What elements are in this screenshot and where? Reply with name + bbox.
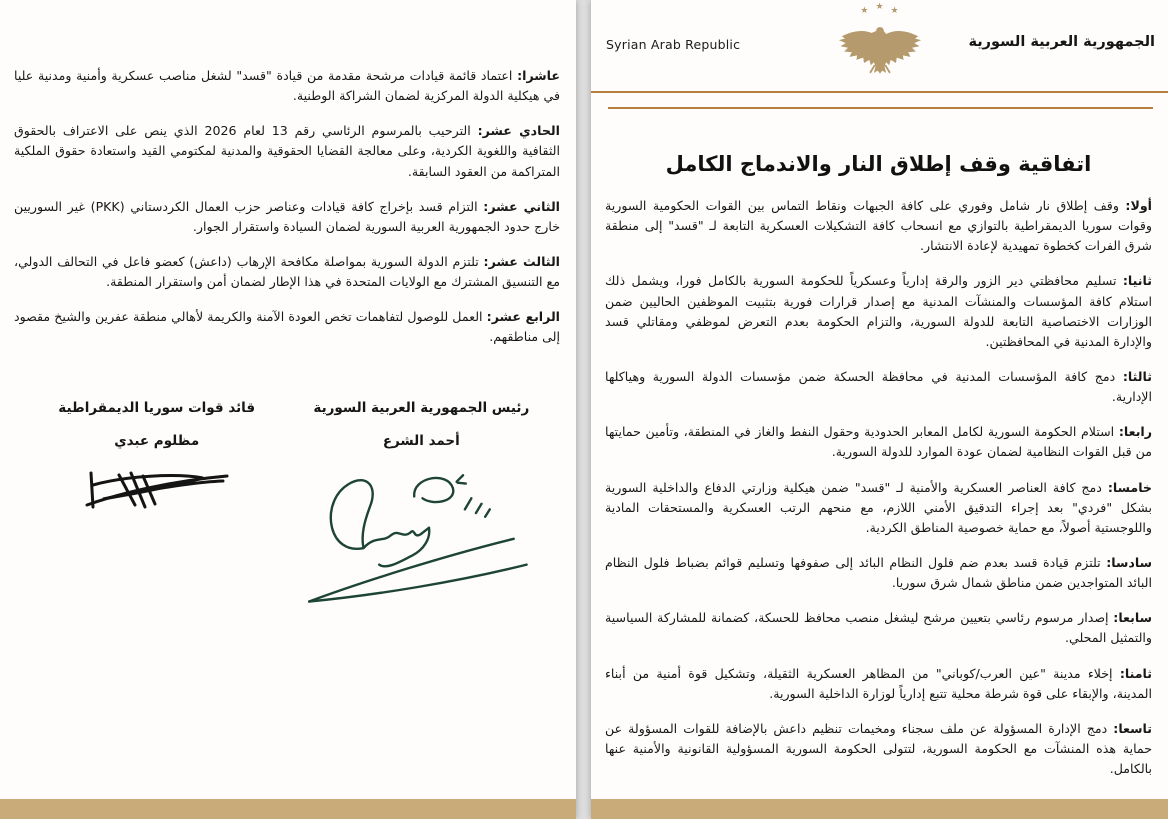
clause-3-text: دمج كافة المؤسسات المدنية في محافظة الحسكة ضمن مؤسسات الدولة السورية وهياكلها الإدارية.: [605, 368, 1152, 405]
golden-eagle-icon: [821, 18, 939, 82]
clause-7-number: سابعا:: [1113, 610, 1152, 626]
clause-9-number: تاسعا:: [1113, 720, 1152, 736]
clause-11: [14, 121, 560, 181]
clause-5-text: دمج كافة العناصر العسكرية والأمنية لـ "قسد" ضمن هيكلية وزارتي الدفاع والداخلية السورية بشكل "فردي" بعد إجراء التدقيق الأمني اللازم، مع منحهم الرتب العسكرية والمستحقات المادية واللوجستية أصولاً، مع حماية خصوصية المناطق الكردية.: [605, 479, 1152, 535]
page-1-body: [605, 128, 1152, 793]
document-page-1: [591, 0, 1168, 819]
sdf-commander-signature-block: [44, 400, 269, 625]
president-title: رئيس الجمهورية العربية السورية: [313, 399, 530, 416]
header-rule-bottom: [608, 107, 1153, 109]
president-signature-ink: [309, 453, 534, 625]
clause-6-text: تلتزم قيادة قسد بعدم ضم فلول النظام البائد إلى صفوفها وتسليم قوائم بضباط فلول النظام البائد المتواجدين ضمن مناطق شمال شرق سوريا.: [605, 554, 1152, 591]
clause-12: [14, 197, 560, 237]
clause-4-number: رابعا:: [1118, 424, 1152, 440]
page-1-footer-gold-bar: [591, 799, 1168, 819]
clause-1-number: أولا:: [1125, 198, 1152, 213]
letterhead-title-arabic: الجمهورية العربية السورية: [968, 34, 1155, 50]
star-icon: ★: [890, 6, 899, 16]
eagle-emblem: [810, 2, 950, 82]
header-rule-top: [591, 91, 1168, 93]
star-icon: ★: [860, 6, 869, 16]
clause-1-text: وقف إطلاق نار شامل وفوري على كافة الجبهات ونقاط التماس بين القوات الحكومية السورية وقوات سوريا الديمقراطية بالتوازي مع انسحاب كافة التشكيلات العسكرية التابعة لـ "قسد" إلى منطقة شرق الفرات كخطوة تمهيدية لإعادة الانتشار.: [605, 198, 1152, 254]
clause-2: [605, 271, 1152, 352]
clause-13: [14, 252, 560, 292]
president-name: أحمد الشرع: [382, 432, 460, 449]
clause-14-text: العمل للوصول لتفاهمات تخص العودة الآمنة والكريمة لأهالي منطقة عفرين والشيخ مقصود إلى مناطقهم.: [14, 309, 560, 345]
clause-14: [14, 307, 560, 347]
president-signature-block: [309, 400, 534, 625]
letterhead-title-english: Syrian Arab Republic: [606, 37, 741, 52]
clause-2-text: تسليم محافظتي دير الزور والرقة إدارياً وعسكرياً للحكومة السورية بالكامل فورا، ويشمل ذلك استلام كافة المؤسسات والمنشآت المدنية مع إصدار قرارات فورية بتثبيت الموظفين الحاليين ضمن الوزارات الاختصاصية التابعة للدولة السورية، والتزام الحكومة بعدم التعرض لموظفي ومقاتلي قسد والإدارة المدنية في المحافظتين.: [605, 273, 1152, 349]
clause-11-number: الحادي عشر:: [477, 123, 560, 139]
clause-1: [605, 196, 1152, 256]
sdf-commander-signature-ink: [44, 463, 269, 525]
clause-14-number: الرابع عشر:: [486, 309, 560, 325]
clause-13-number: الثالث عشر:: [483, 253, 560, 269]
clause-8: [605, 664, 1152, 704]
clause-8-number: ثامنا:: [1119, 665, 1152, 681]
clause-6: [605, 553, 1152, 593]
clause-7: [605, 608, 1152, 648]
sdf-commander-title: قائد قوات سوريا الديمقراطية: [58, 399, 256, 416]
document-page-2: [0, 0, 576, 819]
signature-section: [14, 400, 560, 625]
clause-9-text: دمج الإدارة المسؤولة عن ملف سجناء ومخيمات تنظيم داعش بالإضافة للقوات المسؤولة عن حماية هذه المنشآت مع الحكومة السورية، لتتولى الحكومة السورية المسؤولية القانونية والأمنية عنها بالكامل.: [605, 720, 1152, 777]
clause-10-text: اعتماد قائمة قيادات مرشحة مقدمة من قيادة "قسد" لشغل مناصب عسكرية وأمنية ومدنية عليا في هيكلية الدولة المركزية لضمان الشراكة الوطنية.: [14, 68, 560, 104]
clause-12-number: الثاني عشر:: [483, 198, 560, 214]
clause-3: [605, 367, 1152, 407]
letterhead: [591, 0, 1168, 112]
clause-2-number: ثانيا:: [1122, 273, 1152, 289]
page-2-body: [14, 66, 560, 793]
sdf-commander-name: مظلوم عبدي: [114, 432, 200, 449]
clause-6-number: سادسا:: [1106, 554, 1152, 570]
clause-13-text: تلتزم الدولة السورية بمواصلة مكافحة الإرهاب (داعش) كعضو فاعل في التحالف الدولي، مع التنسيق المشترك مع الولايات المتحدة في هذا الإطار لضمان أمن واستقرار المنطقة.: [14, 253, 560, 290]
clause-12-text: التزام قسد بإخراج كافة قيادات وعناصر حزب العمال الكردستاني (PKK) غير السوريين خارج حدود الجمهورية العربية السورية لضمان السيادة واستقرار الجوار.: [14, 198, 560, 234]
clause-10: [14, 66, 560, 106]
clause-7-text: إصدار مرسوم رئاسي بتعيين مرشح ليشغل منصب محافظ للحسكة، كضمانة للمشاركة السياسية والتمثيل المحلي.: [605, 610, 1152, 646]
page-2-footer-gold-bar: [0, 799, 576, 819]
document-title: اتفاقية وقف إطلاق النار والاندماج الكامل: [665, 152, 1092, 176]
clause-4: [605, 422, 1152, 462]
clause-10-number: عاشرا:: [517, 68, 560, 83]
clause-9: [605, 719, 1152, 779]
clause-11-text: الترحيب بالمرسوم الرئاسي رقم 13 لعام 2026 الذي ينص على الاعتراف بالحقوق الثقافية واللغوية الكردية، وعلى معالجة القضايا الحقوقية والمدنية لمكتومي القيد واستعادة حقوق الملكية المتراكمة من العقود السابقة.: [14, 123, 560, 179]
emblem-stars: [810, 2, 950, 18]
clause-3-number: ثالثا:: [1122, 368, 1152, 384]
star-icon: ★: [875, 2, 884, 12]
clause-4-text: استلام الحكومة السورية لكامل المعابر الحدودية وحقول النفط والغاز في المنطقة، وتأمين حمايتها من قبل القوات النظامية لضمان عودة الموارد للدولة السورية.: [605, 424, 1152, 460]
clause-5: [605, 478, 1152, 538]
clause-5-number: خامسا:: [1107, 479, 1152, 495]
clause-8-text: إخلاء مدينة "عين العرب/كوباني" من المظاهر العسكرية الثقيلة، وتشكيل قوة أمنية من أبناء المدينة، والإبقاء على قوة شرطة محلية تتبع إدارياً لوزارة الداخلية السورية.: [605, 665, 1152, 701]
